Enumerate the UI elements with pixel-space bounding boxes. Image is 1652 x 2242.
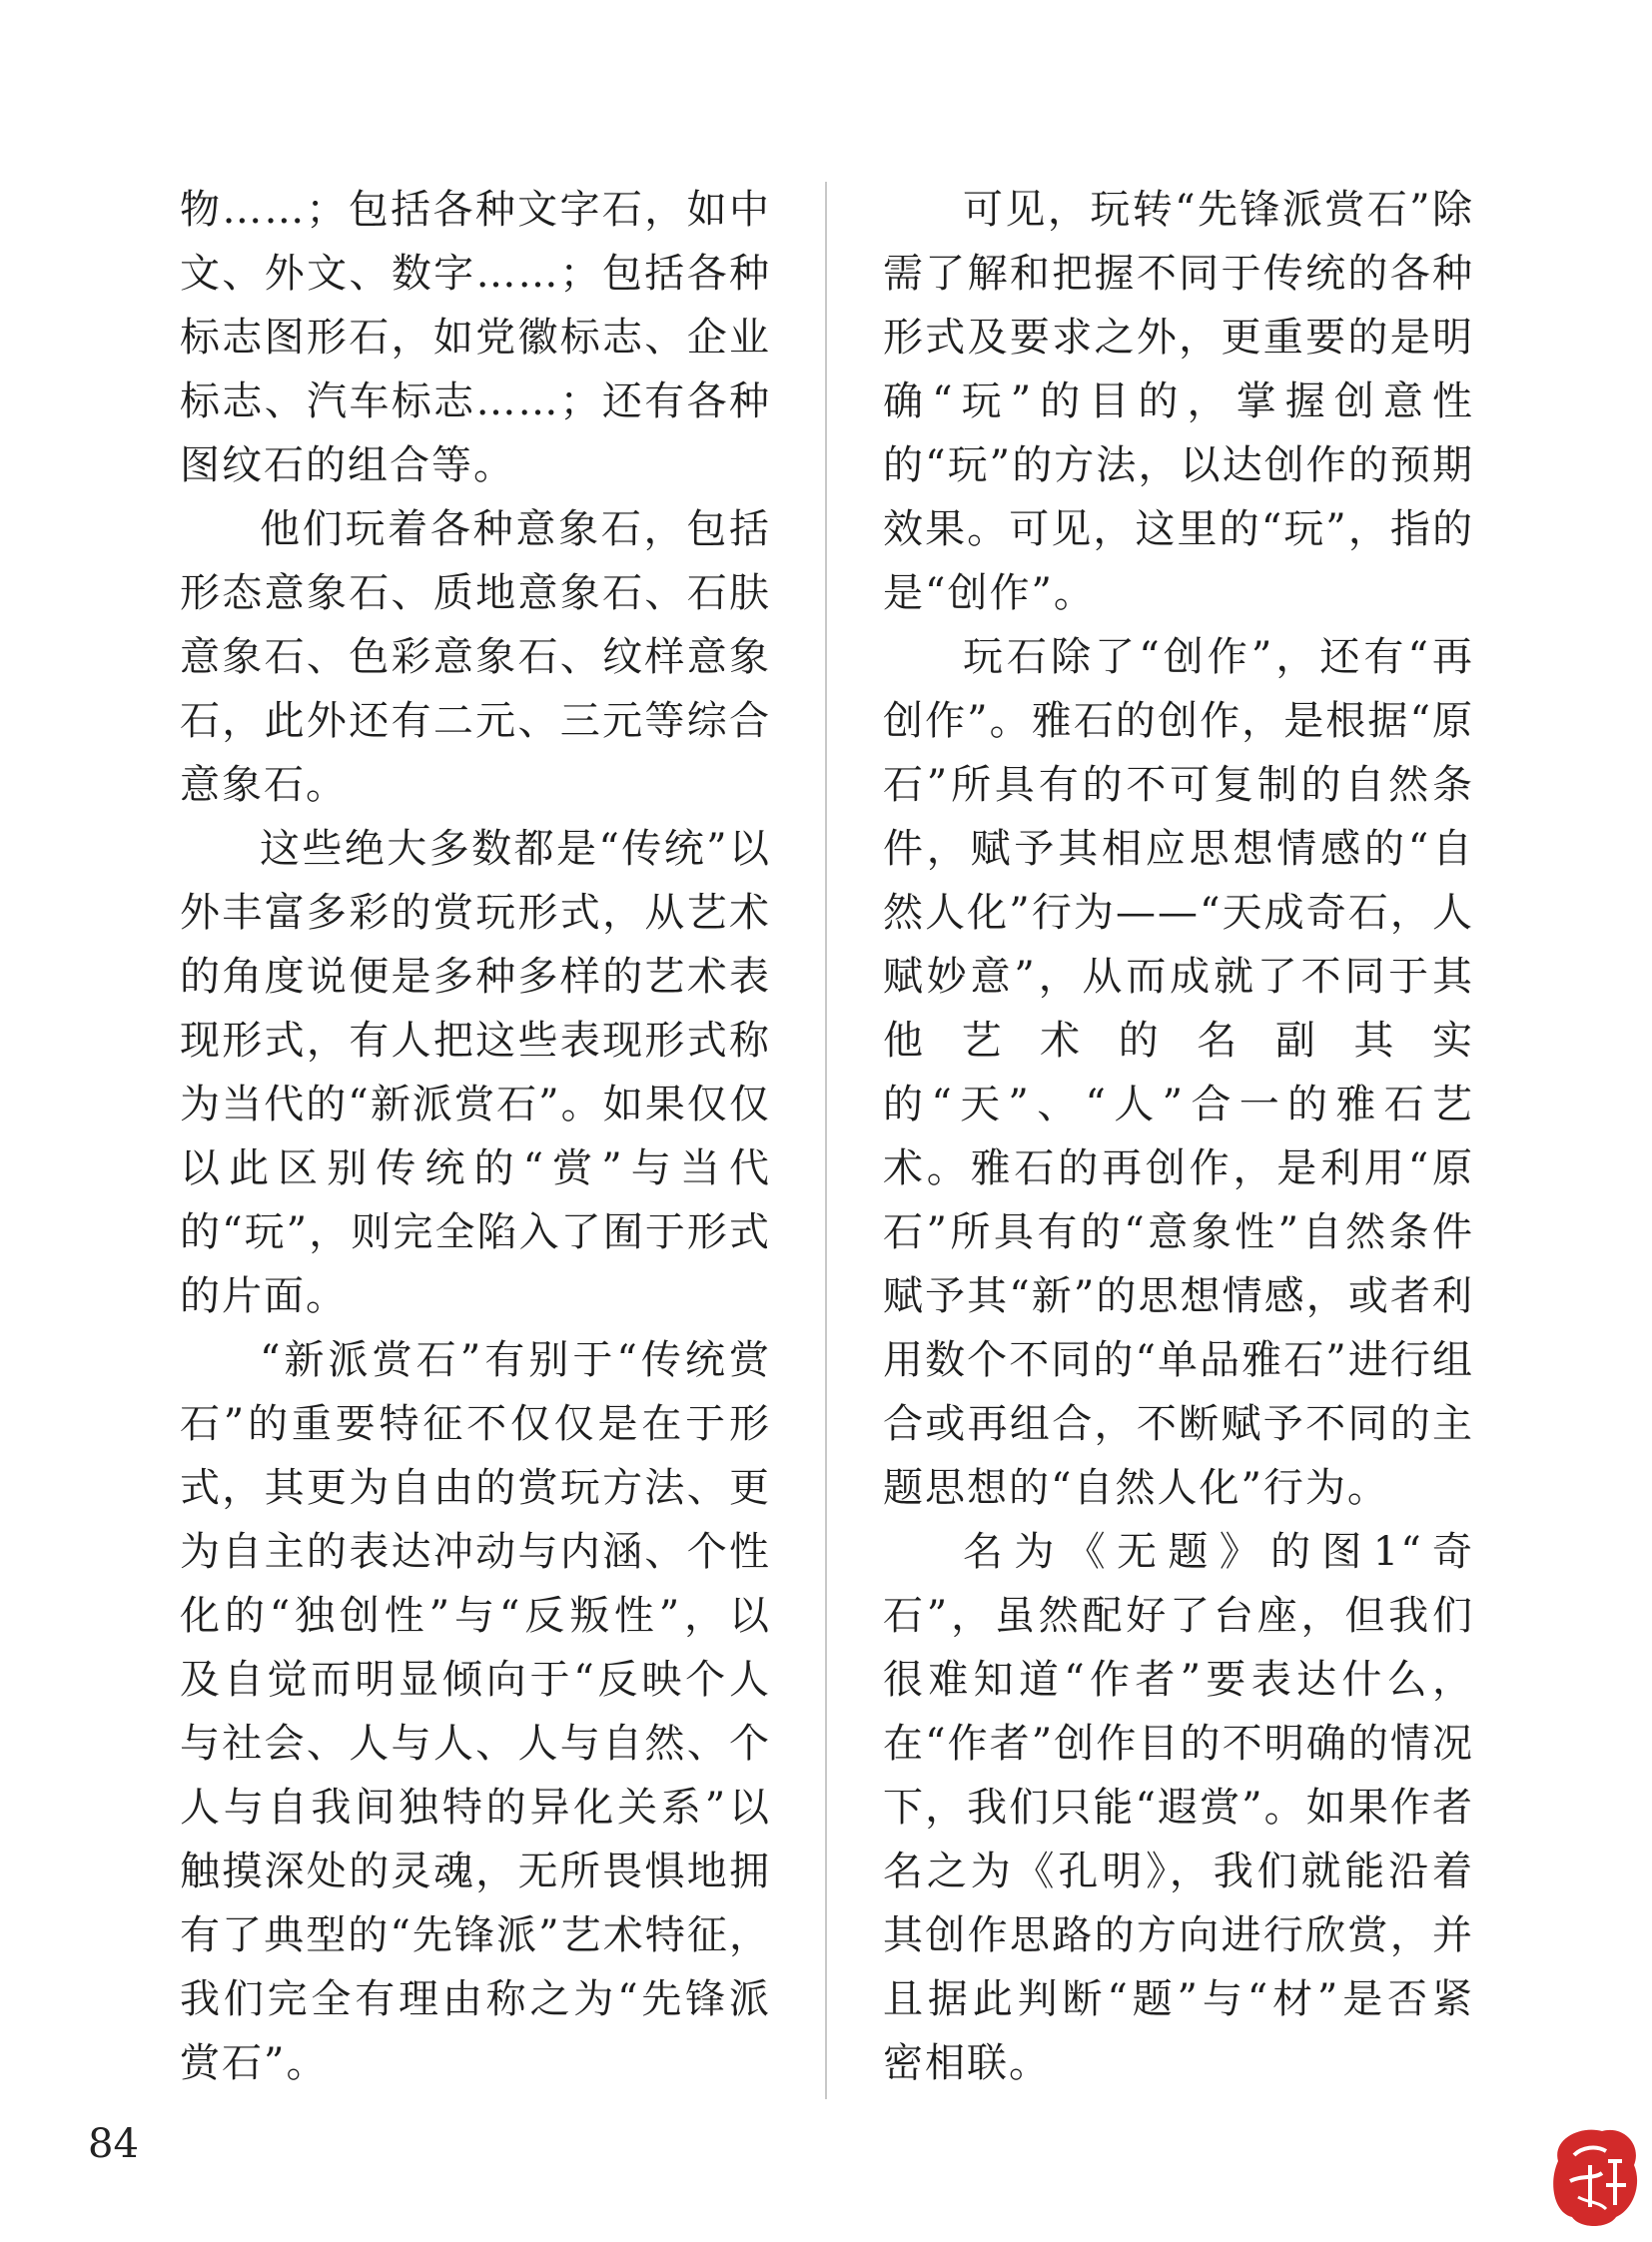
paragraph: 他们玩着各种意象石，包括形态意象石、质地意象石、石肤意象石、色彩意象石、纹样意象石，此外还有二元、三元等综合意象石。: [180, 506, 771, 808]
page-number: 84: [88, 2121, 139, 2167]
huaxia-qishi-logo-icon: [1550, 2121, 1642, 2231]
right-column: [883, 178, 1474, 2095]
paragraph: 玩石除了“创作”，还有“再创作”。雅石的创作，是根据“原石”所具有的不可复制的自然条件，赋予其相应思想情感的“自然人化”行为——“天成奇石，人赋妙意”，从而成就了不同于其他艺术的名副其实的“天”、“人”合一的雅石艺术。雅石的再创作，是利用“原石”所具有的“意象性”自然条件赋予其“新”的思想情感，或者利用数个不同的“单品雅石”进行组合或再组合，不断赋予不同的主题思想的“自然人化”行为。: [883, 634, 1474, 1511]
paragraph: 物……；包括各种文字石，如中文、外文、数字……；包括各种标志图形石，如党徽标志、企业标志、汽车标志……；还有各种图纹石的组合等。: [180, 187, 771, 488]
paragraph: 可见，玩转“先锋派赏石”除需了解和把握不同于传统的各种形式及要求之外，更重要的是明确“玩”的目的，掌握创意性的“玩”的方法，以达创作的预期效果。可见，这里的“玩”，指的是“创作”。: [883, 187, 1474, 616]
column-divider: [825, 182, 827, 2099]
paragraph: “新派赏石”有别于“传统赏石”的重要特征不仅仅是在于形式，其更为自由的赏玩方法、更为自主的表达冲动与内涵、个性化的“独创性”与“反叛性”，以及自觉而明显倾向于“反映个人与社会、人与人、人与自然、个人与自我间独特的异化关系”以触摸深处的灵魂，无所畏惧地拥有了典型的“先锋派”艺术特征，我们完全有理由称之为“先锋派赏石”。: [180, 1337, 771, 2086]
left-column: [180, 178, 771, 2095]
paragraph: 名为《无题》的图1“奇石”，虽然配好了台座，但我们很难知道“作者”要表达什么，在“作者”创作目的不明确的情况下，我们只能“遐赏”。如果作者名之为《孔明》，我们就能沿着其创作思路的方向进行欣赏，并且据此判断“题”与“材”是否紧密相联。: [883, 1529, 1474, 2086]
paragraph: 这些绝大多数都是“传统”以外丰富多彩的赏玩形式，从艺术的角度说便是多种多样的艺术表现形式，有人把这些表现形式称为当代的“新派赏石”。如果仅仅以此区别传统的“赏”与当代的“玩”，则完全陷入了囿于形式的片面。: [180, 826, 771, 1319]
